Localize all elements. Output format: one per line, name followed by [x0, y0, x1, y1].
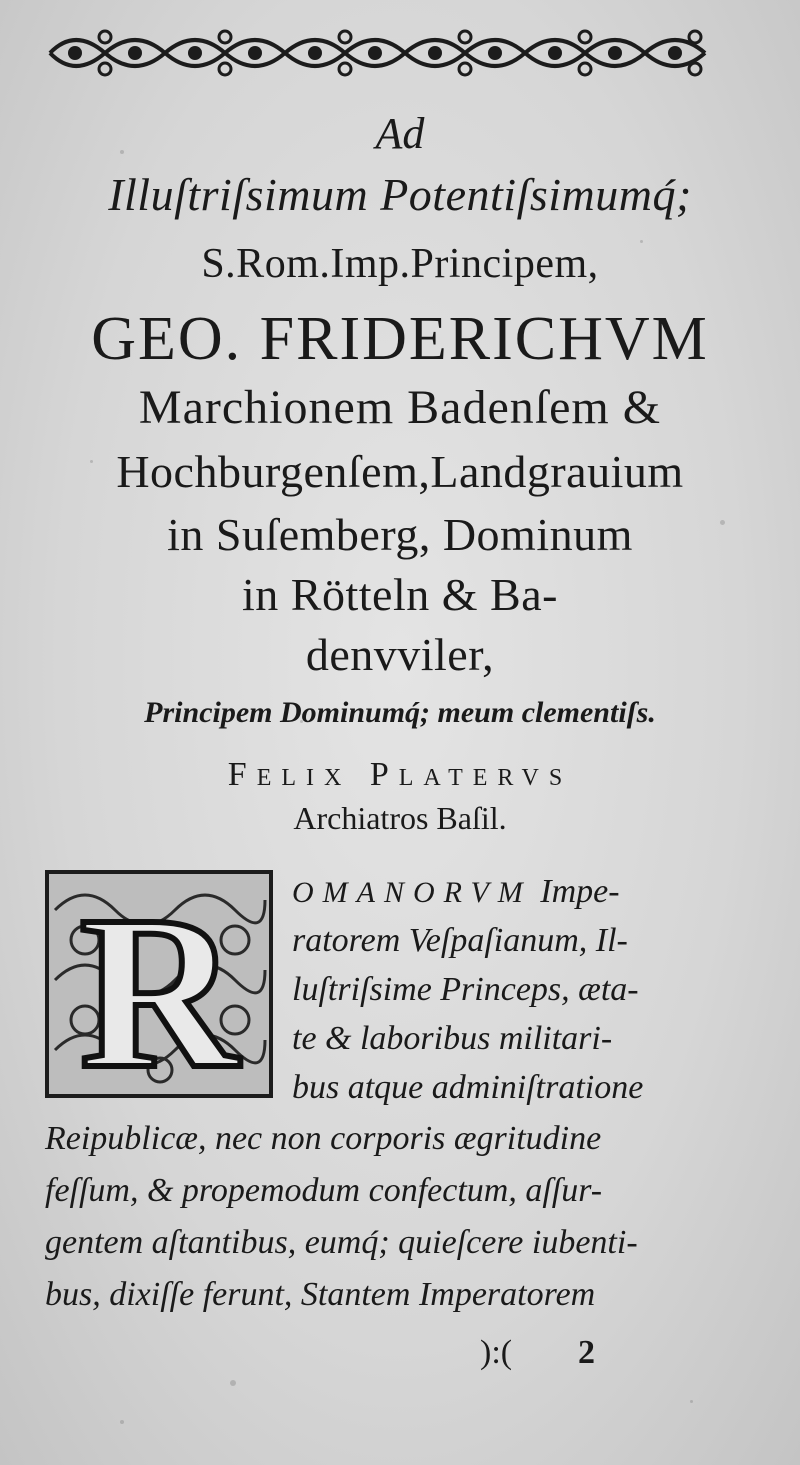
dedication-line-8: denvviler, — [305, 629, 495, 680]
dedication-line-4: Marchionem Badenſem & — [138, 381, 662, 434]
dedication-line-6: in Suſemberg, Dominum — [167, 509, 633, 560]
body-line-1: OMANORVM Impe- — [292, 873, 620, 910]
body-line-4: te & laboribus militari- — [292, 1020, 613, 1057]
decorated-initial-icon — [45, 870, 273, 1098]
body-line-3: luſtriſsime Princeps, æta- — [292, 971, 639, 1008]
body-line-5: bus atque adminiſtratione — [292, 1069, 644, 1106]
floral-band-icon — [45, 22, 710, 84]
body-line-2: ratorem Veſpaſianum, Il- — [292, 922, 628, 959]
dedication-line-1: Illuſtriſsimum Potentiſsimumq́; — [108, 169, 692, 220]
svg-text:R: R — [79, 870, 239, 1098]
dedication-line-7: in Rötteln & Ba- — [242, 569, 558, 620]
dedication-line-5: Hochburgenſem,Landgrauium — [116, 446, 684, 497]
signature-number: 2 — [578, 1334, 595, 1371]
body-line-9: bus, dixiſſe ferunt, Stantem Imperatorem — [45, 1276, 596, 1313]
dedicatee-name: GEO. FRIDERICHVM — [91, 305, 709, 373]
dedication-line-9: Principem Dominumq́; meum clementiſs. — [144, 696, 656, 729]
heading-ad: Ad — [375, 109, 425, 158]
signature-mark: ):( — [480, 1334, 513, 1371]
body-line-8: gentem aſtantibus, eumq́; quieſcere iubenti- — [45, 1224, 638, 1261]
author-title: Archiatros Baſil. — [293, 800, 507, 836]
dedication-line-2: S.Rom.Imp.Principem, — [201, 241, 599, 287]
body-line-7: feſſum, & propemodum confectum, aſſur- — [45, 1172, 603, 1209]
body-line-6: Reipublicæ, nec non corporis ægritudine — [45, 1120, 602, 1157]
author-name: Felix Platervs — [227, 756, 573, 793]
